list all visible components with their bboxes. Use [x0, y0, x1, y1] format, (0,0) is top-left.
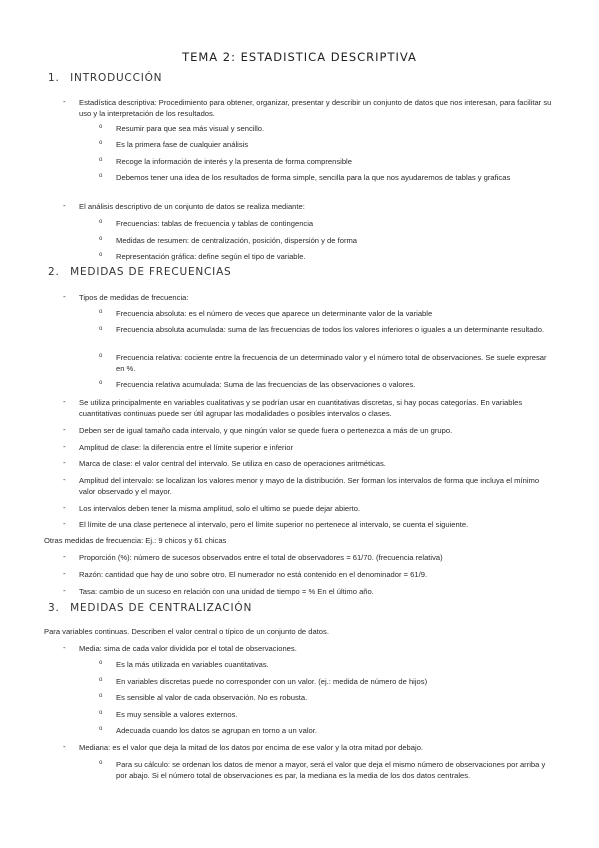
list-item: Resumir para que sea más visual y sencillo.: [116, 124, 265, 133]
section-heading-centralizacion: [48, 602, 252, 614]
circle-bullet: o: [99, 760, 103, 766]
list-item: Amplitud de clase: la diferencia entre el límite superior e inferior: [79, 443, 293, 452]
list-item: Frecuencia relativa acumulada: Suma de las frecuencias de las observaciones o valores.: [116, 380, 416, 389]
dash-bullet: -: [63, 586, 66, 595]
dash-bullet: -: [63, 425, 66, 434]
circle-bullet: o: [99, 140, 103, 146]
dash-bullet: -: [63, 442, 66, 451]
list-item: Medidas de resumen: de centralización, posición, dispersión y de forma: [116, 236, 358, 245]
section-title: MEDIDAS DE FRECUENCIAS: [70, 266, 232, 278]
circle-bullet: o: [99, 660, 103, 666]
circle-bullet: o: [99, 726, 103, 732]
freq-tipos: Tipos de medidas de frecuencia:: [79, 293, 189, 302]
dash-bullet: -: [63, 201, 66, 210]
section-number: 1.: [48, 72, 60, 84]
section-title: INTRODUCCIÓN: [70, 72, 163, 84]
circle-bullet: o: [99, 710, 103, 716]
dash-bullet: -: [63, 97, 66, 106]
dash-bullet: -: [63, 643, 66, 652]
list-item: Amplitud del intervalo: se localizan los valores menor y mayo de la distribución. Ser forman los intervalos de forma que incluya el mínimo valor observado y el mayor.: [79, 476, 540, 496]
circle-bullet: o: [99, 380, 103, 386]
list-item: Se utiliza principalmente en variables cualitativas y se podrían usar en cuantitativas discretas, si hay pocas categorías. En variables cuantitativas continuas puede ser útil agrupar las modalidades o posibles intervalos o clases.: [79, 398, 523, 418]
list-item: Los intervalos deben tener la misma amplitud, solo el ultimo se puede dejar abierto.: [79, 504, 361, 513]
list-item: Es la más utilizada en variables cuantitativas.: [116, 660, 269, 669]
circle-bullet: o: [99, 236, 103, 242]
circle-bullet: o: [99, 173, 103, 179]
section-heading-introduccion: [48, 72, 162, 84]
dash-bullet: -: [63, 569, 66, 578]
intro-estadistica-descriptiva: Estadística descriptiva: Procedimiento para obtener, organizar, presentar y describir un conjunto de datos que nos interesan, para facilitar su uso y la interpretación de los resultados.: [79, 98, 552, 118]
central-intro: Para variables continuas. Describen el valor central o típico de un conjunto de datos.: [44, 627, 329, 636]
dash-bullet: -: [63, 458, 66, 467]
list-item: Frecuencia relativa: cociente entre la frecuencia de un determinado valor y el número total de observaciones. Se suele expresar en %.: [116, 353, 547, 373]
list-item: Marca de clase: el valor central del intervalo. Se utiliza en caso de operaciones aritméticas.: [79, 459, 386, 468]
list-item: Deben ser de igual tamaño cada intervalo, y que ningún valor se quede fuera o pertenezca a más de un grupo.: [79, 426, 453, 435]
list-item: Frecuencias: tablas de frecuencia y tablas de contingencia: [116, 219, 314, 228]
dash-bullet: -: [63, 519, 66, 528]
list-item: Es la primera fase de cualquier análisis: [116, 140, 249, 149]
section-number: 3.: [48, 602, 60, 614]
circle-bullet: o: [99, 252, 103, 258]
dash-bullet: -: [63, 292, 66, 301]
list-item: Representación gráfica: define según el tipo de variable.: [116, 252, 306, 261]
list-item: Debemos tener una idea de los resultados de forma simple, sencilla para la que nos ayudaremos de tablas y graficas: [116, 173, 511, 182]
dash-bullet: -: [63, 397, 66, 406]
list-item: Es muy sensible a valores externos.: [116, 710, 238, 719]
mediana-definition: Mediana: es el valor que deja la mitad de los datos por encima de ese valor y la otra mitad por debajo.: [79, 743, 424, 752]
circle-bullet: o: [99, 157, 103, 163]
list-item: Proporción (%): número de sucesos observados entre el total de observadores = 61/70. (frecuencia relativa): [79, 553, 443, 562]
circle-bullet: o: [99, 677, 103, 683]
circle-bullet: o: [99, 124, 103, 130]
list-item: Razón: cantidad que hay de uno sobre otro. El numerador no está contenido en el denominador = 61/9.: [79, 570, 428, 579]
circle-bullet: o: [99, 219, 103, 225]
circle-bullet: o: [99, 309, 103, 315]
section-title: MEDIDAS DE CENTRALIZACIÓN: [70, 602, 253, 614]
list-item: Tasa: cambio de un suceso en relación con una unidad de tiempo = % En el último año.: [79, 587, 374, 596]
otras-medidas: Otras medidas de frecuencia: Ej.: 9 chicos y 61 chicas: [44, 536, 227, 545]
list-item: Frecuencia absoluta: es el número de veces que aparece un determinante valor de la variable: [116, 309, 433, 318]
list-item: En variables discretas puede no corresponder con un valor. (ej.: medida de número de hijos): [116, 677, 428, 686]
circle-bullet: o: [99, 693, 103, 699]
section-number: 2.: [48, 266, 60, 278]
media-definition: Media: sima de cada valor dividida por el total de observaciones.: [79, 644, 297, 653]
dash-bullet: -: [63, 503, 66, 512]
list-item: Para su cálculo: se ordenan los datos de menor a mayor, será el valor que deja el mismo número de observaciones por arriba y por abajo. Si el número total de observaciones es par, la mediana es la media de los dos datos centrales.: [116, 760, 546, 780]
section-heading-medidas-frecuencias: [48, 266, 232, 278]
dash-bullet: -: [63, 475, 66, 484]
circle-bullet: o: [99, 353, 103, 359]
dash-bullet: -: [63, 742, 66, 751]
list-item: Adecuada cuando los datos se agrupan en torno a un valor.: [116, 726, 317, 735]
circle-bullet: o: [99, 326, 103, 332]
document-title: TEMA 2: ESTADISTICA DESCRIPTIVA: [182, 50, 417, 64]
intro-analisis-descriptivo: El análisis descriptivo de un conjunto de datos se realiza mediante:: [79, 202, 305, 211]
dash-bullet: -: [63, 552, 66, 561]
list-item: El límite de una clase pertenece al intervalo, pero el límite superior no pertenece al intervalo, se cuenta el siguiente.: [79, 520, 469, 529]
list-item: Recoge la información de interés y la presenta de forma comprensible: [116, 157, 352, 166]
list-item: Frecuencia absoluta acumulada: suma de las frecuencias de todos los valores inferiores o iguales a un determinante resultado.: [116, 325, 545, 334]
list-item: Es sensible al valor de cada observación. No es robusta.: [116, 693, 308, 702]
